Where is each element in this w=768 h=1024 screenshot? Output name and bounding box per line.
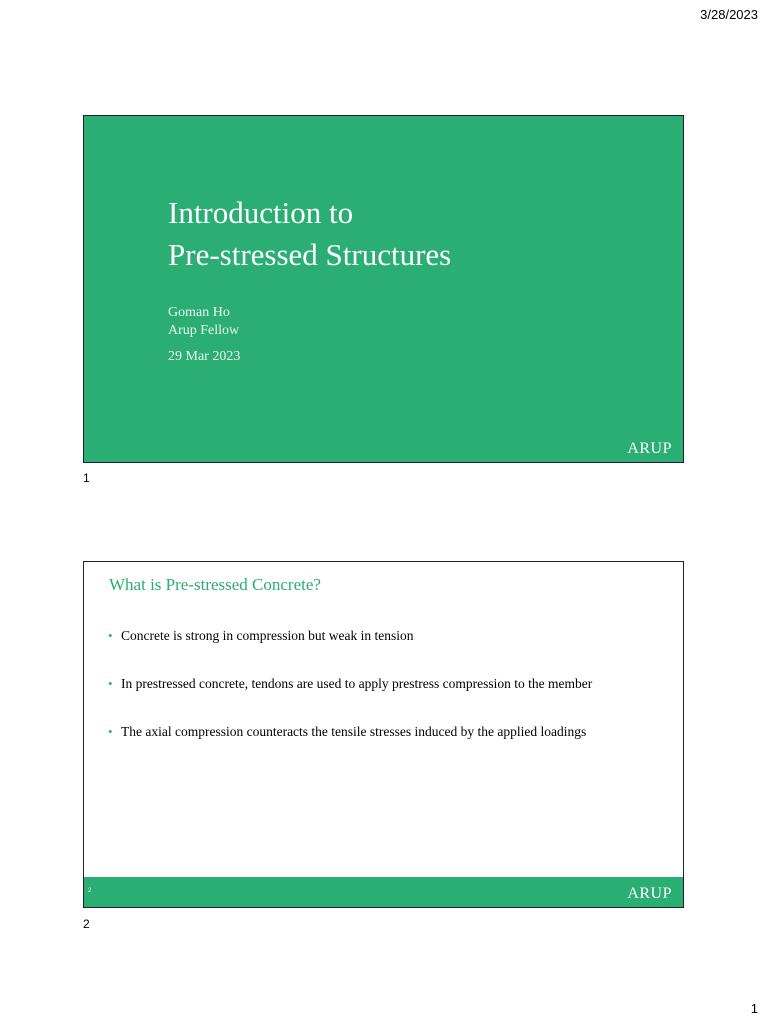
- slide-2: [83, 561, 684, 908]
- bullet-icon: •: [108, 628, 113, 643]
- slide-number-1: 1: [83, 471, 90, 485]
- bullet-list: [108, 628, 592, 772]
- slide-footer-number: 2: [88, 888, 92, 894]
- slide-title: [168, 192, 451, 276]
- bullet-text: In prestressed concrete, tendons are used to apply prestress compression to the member: [121, 676, 593, 691]
- title-line-2: Pre-stressed Structures: [168, 237, 452, 272]
- slide-number-2: 2: [83, 917, 90, 931]
- arup-logo: ARUP: [627, 885, 672, 902]
- slide-1: [83, 115, 684, 463]
- arup-logo: ARUP: [627, 440, 672, 457]
- presenter-info: [168, 304, 239, 340]
- slide-footer-bar: [84, 877, 683, 907]
- header-date: 3/28/2023: [700, 7, 758, 22]
- bullet-text: The axial compression counteracts the tensile stresses induced by the applied loadings: [121, 724, 587, 739]
- page-number: 1: [750, 1001, 758, 1016]
- list-item: [108, 628, 592, 676]
- title-line-1: Introduction to: [168, 195, 354, 230]
- presenter-name: Goman Ho: [168, 305, 230, 320]
- presenter-role: Arup Fellow: [168, 323, 240, 338]
- bullet-icon: •: [108, 676, 113, 691]
- bullet-text: Concrete is strong in compression but weak in tension: [121, 628, 414, 643]
- bullet-icon: •: [108, 724, 113, 739]
- presentation-date: 29 Mar 2023: [168, 349, 241, 364]
- slide-title: What is Pre-stressed Concrete?: [109, 575, 321, 594]
- list-item: [108, 724, 592, 772]
- list-item: [108, 676, 592, 724]
